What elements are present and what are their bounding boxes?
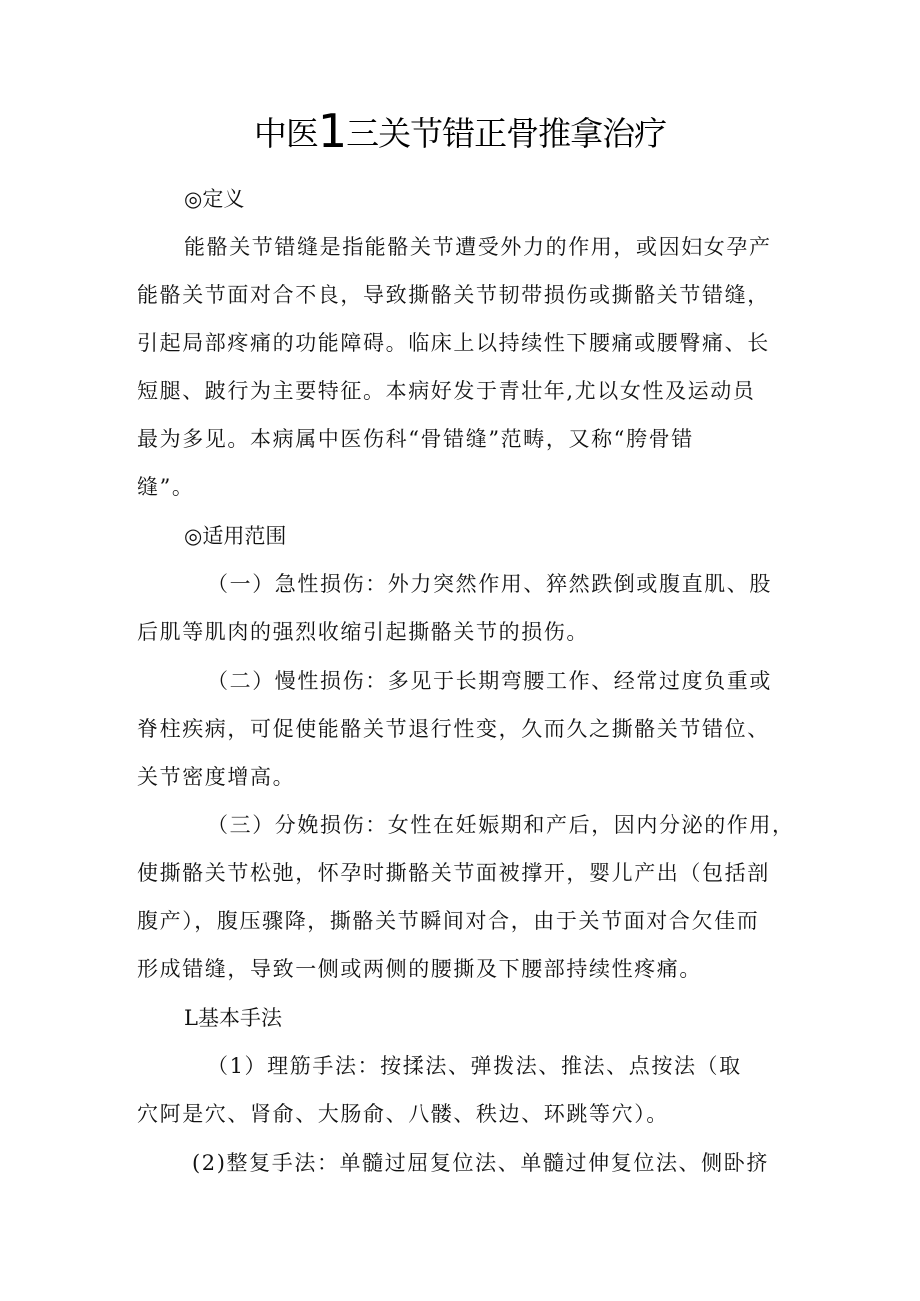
definition-line: 能骼关节错缝是指能骼关节遭受外力的作用，或因妇女孕产	[184, 235, 772, 259]
definition-line: 缝”。	[137, 475, 195, 499]
scope-heading: ◎适用范围	[184, 524, 287, 548]
method-item1-line: （1）理筋手法：按揉法、弹拨法、推法、点按法（取	[207, 1054, 742, 1078]
title-number: 1	[317, 104, 347, 158]
scope-item1-line: 后肌等肌肉的强烈收缩引起撕骼关节的损伤。	[137, 620, 589, 644]
method-item1-line: 穴阿是穴、肾俞、大肠俞、八髅、秩边、环跳等穴）。	[137, 1102, 669, 1126]
scope-item3-line: 形成错缝，导致一侧或两侧的腰撕及下腰部持续性疼痛。	[137, 957, 702, 981]
scope-item3-line: 腹产），腹压骤降，撕骼关节瞬间对合，由于关节面对合欠佳而	[137, 909, 760, 933]
title-suffix: 三关节错正骨推拿治疗	[346, 114, 667, 153]
definition-heading: ◎定义	[184, 187, 245, 211]
definition-line: 最为多见。本病属中医伤科“骨错缝”范畴，又称“胯骨错	[137, 427, 694, 451]
title-prefix: 中医	[253, 114, 318, 153]
scope-item2-line: （二）慢性损伤：多见于长期弯腰工作、经常过度负重或	[207, 669, 772, 693]
definition-line: 引起局部疼痛的功能障碍。临床上以持续性下腰痛或腰臀痛、长	[137, 331, 770, 355]
scope-item2-line: 关节密度增高。	[137, 765, 296, 789]
scope-item3-line: （三）分娩损伤：女性在妊娠期和产后，因内分泌的作用，	[207, 813, 795, 837]
definition-line: 短腿、跛行为主要特征。本病好发于青壮年,尤以女性及运动员	[137, 379, 756, 403]
method-item2-line: (2)整复手法：单髓过屈复位法、单髓过伸复位法、侧卧挤	[192, 1151, 769, 1175]
scope-item2-line: 脊柱疾病，可促使能骼关节退行性变，久而久之撕骼关节错位、	[137, 717, 770, 741]
scope-item3-line: 使撕骼关节松弛，怀孕时撕骼关节面被撑开，婴儿产出（包括剖	[137, 861, 770, 885]
scope-item1-line: （一）急性损伤：外力突然作用、猝然跌倒或腹直肌、股	[207, 572, 772, 596]
method-heading: L基本手法	[184, 1006, 282, 1030]
document-title	[0, 104, 920, 158]
definition-line: 能骼关节面对合不良，导致撕骼关节韧带损伤或撕骼关节错缝，	[137, 283, 770, 307]
